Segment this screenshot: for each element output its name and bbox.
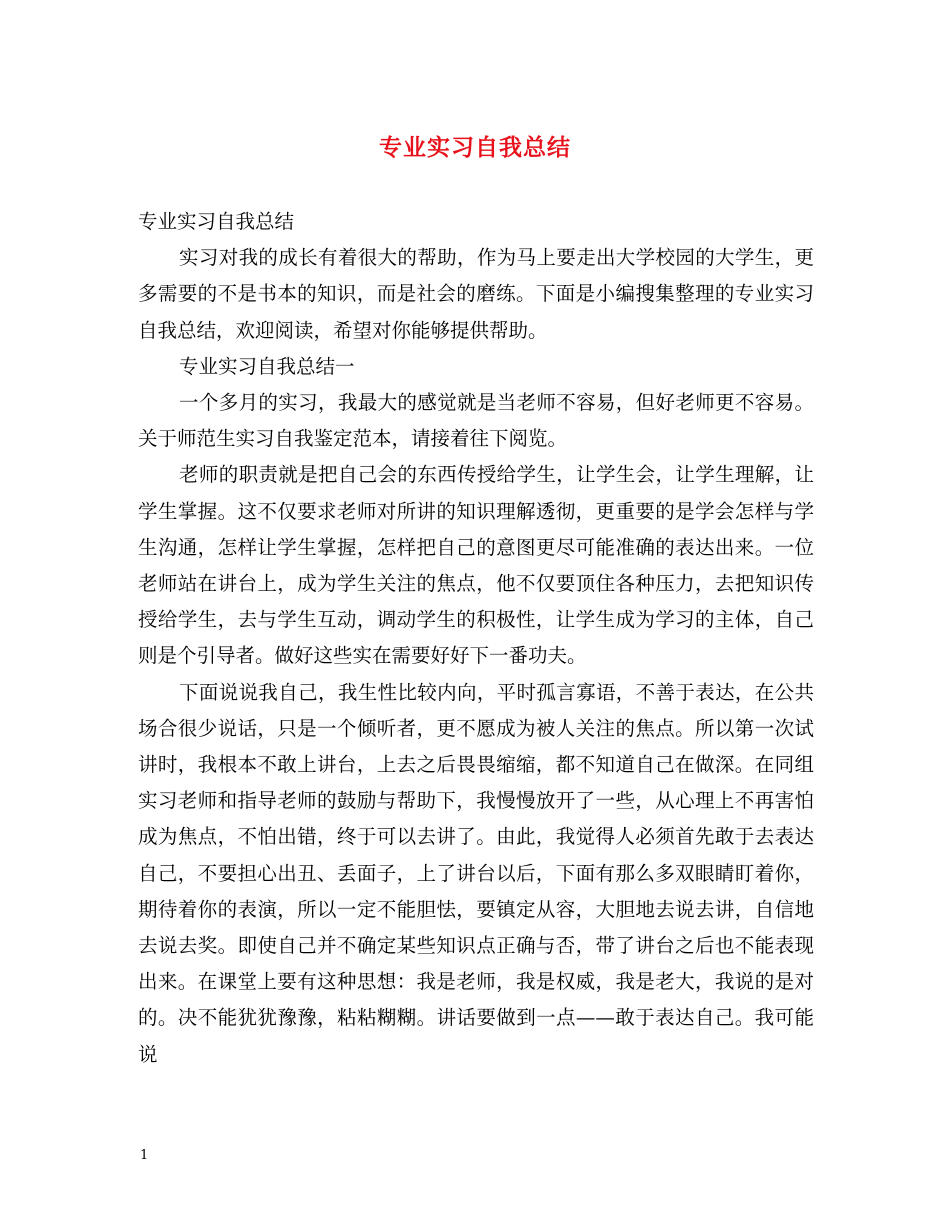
section-heading: 专业实习自我总结: [138, 210, 295, 233]
body-paragraph: 一个多月的实习，我最大的感觉就是当老师不容易，但好老师更不容易。关于师范生实习自我鉴定范本，请接着往下阅览。: [138, 391, 814, 451]
document-title: 专业实习自我总结: [379, 134, 571, 161]
body-paragraph: 下面说说我自己，我生性比较内向，平时孤言寡语，不善于表达，在公共场合很少说话，只是一个倾听者，更不愿成为被人关注的焦点。所以第一次试讲时，我根本不敢上讲台，上去之后畏畏缩缩，都不知道自己在做深。在同组实习老师和指导老师的鼓励与帮助下，我慢慢放开了一些，从心理上不再害怕成为焦点，不怕出错，终于可以去讲了。由此，我觉得人必须首先敢于去表达自己，不要担心出丑、丢面子，上了讲台以后，下面有那么多双眼睛盯着你，期待着你的表演，所以一定不能胆怯，要镇定从容，大胆地去说去讲，自信地去说去奖。即使自己并不确定某些知识点正确与否，带了讲台之后也不能表现出来。在课堂上要有这种思想：我是老师，我是权威，我是老大，我说的是对的。决不能犹犹豫豫，粘粘糊糊。讲话要做到一点——敢于表达自己。我可能说: [138, 680, 814, 1066]
page-number: 1: [140, 1148, 149, 1163]
body-paragraph: 老师的职责就是把自己会的东西传授给学生，让学生会，让学生理解，让学生掌握。这不仅要求老师对所讲的知识理解透彻，更重要的是学会怎样与学生沟通，怎样让学生掌握，怎样把自己的意图更尽可能准确的表达出来。一位老师站在讲台上，成为学生关注的焦点，他不仅要顶住各种压力，去把知识传授给学生，去与学生互动，调动学生的积极性，让学生成为学习的主体，自己则是个引导者。做好这些实在需要好好下一番功夫。: [138, 463, 814, 668]
document-body: [138, 204, 814, 1073]
intro-paragraph: 实习对我的成长有着很大的帮助，作为马上要走出大学校园的大学生，更多需要的不是书本的知识，而是社会的磨练。下面是小编搜集整理的专业实习自我总结，欢迎阅读，希望对你能够提供帮助。: [138, 246, 814, 342]
subsection-heading: 专业实习自我总结一: [179, 354, 355, 378]
